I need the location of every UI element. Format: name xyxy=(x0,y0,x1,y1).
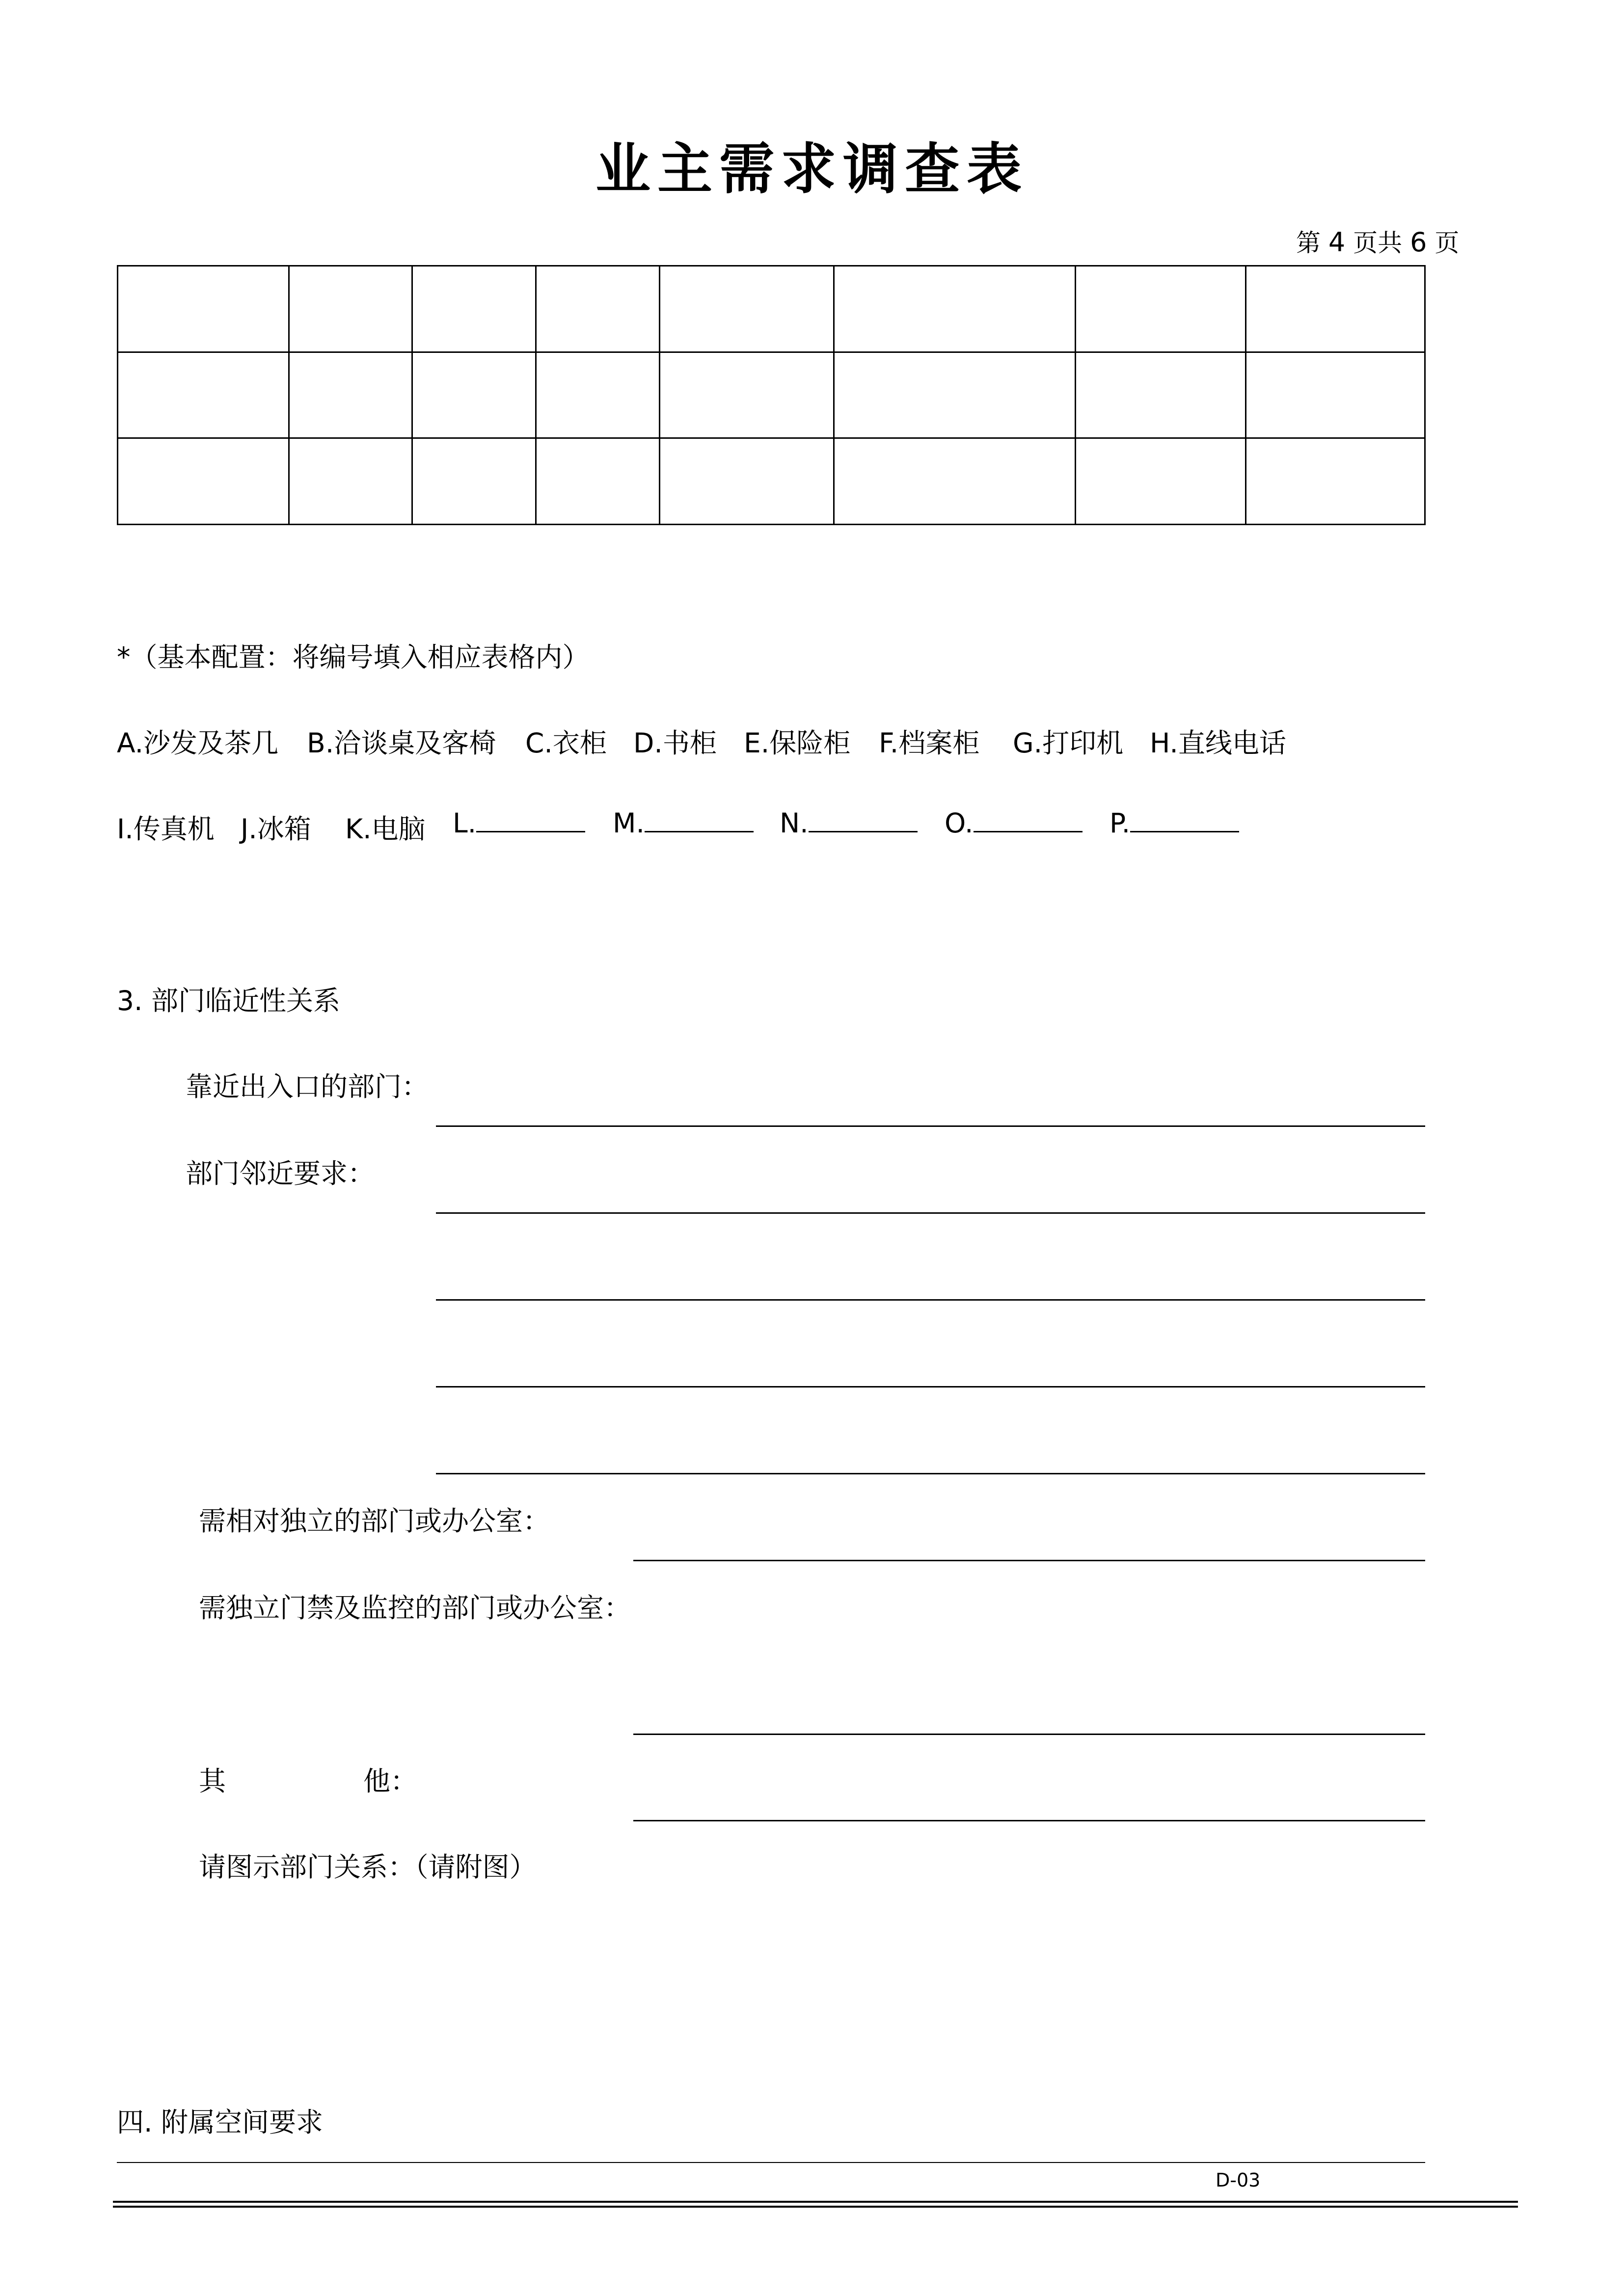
table-cell[interactable] xyxy=(536,352,660,438)
page-indicator xyxy=(1296,223,1459,259)
table-cell[interactable] xyxy=(1246,266,1425,352)
option-m-label: M. xyxy=(613,807,645,839)
other-label-a: 其 xyxy=(199,1765,226,1797)
other-line[interactable] xyxy=(633,1820,1425,1821)
near-entrance-label: 靠近出入口的部门： xyxy=(186,1071,429,1102)
option-d: D.书柜 xyxy=(633,727,717,759)
table-cell[interactable] xyxy=(118,266,289,352)
footer-code: D-03 xyxy=(1216,2169,1261,2191)
option-c: C.衣柜 xyxy=(525,727,607,759)
table-cell[interactable] xyxy=(659,352,834,438)
page-suffix: 页 xyxy=(1435,229,1460,257)
table-row xyxy=(118,266,1425,352)
option-l-blank[interactable] xyxy=(476,807,585,832)
footer-rule xyxy=(117,2162,1425,2163)
option-o-label: O. xyxy=(945,807,974,839)
table-cell[interactable] xyxy=(1075,352,1246,438)
option-l-label: L. xyxy=(453,807,477,839)
independent-label: 需相对独立的部门或办公室： xyxy=(199,1505,550,1537)
table-cell[interactable] xyxy=(834,438,1075,525)
table-cell[interactable] xyxy=(412,352,536,438)
table-cell[interactable] xyxy=(289,352,412,438)
other-label-b: 他： xyxy=(363,1765,418,1797)
table-cell[interactable] xyxy=(412,438,536,525)
table-cell[interactable] xyxy=(289,266,412,352)
option-b: B.洽谈桌及客椅 xyxy=(307,727,496,759)
option-m xyxy=(613,807,754,839)
section-4-heading: 四. 附属空间要求 xyxy=(117,2107,323,2138)
option-j: J.冰箱 xyxy=(241,813,311,845)
table-cell[interactable] xyxy=(1246,352,1425,438)
option-n-blank[interactable] xyxy=(809,807,918,832)
adjacency-line-2[interactable] xyxy=(436,1299,1425,1301)
table-cell[interactable] xyxy=(1075,266,1246,352)
option-n-label: N. xyxy=(780,807,809,839)
option-n xyxy=(780,807,918,839)
option-p xyxy=(1110,807,1239,839)
page-middle: 页共 xyxy=(1353,229,1403,257)
independent-line[interactable] xyxy=(633,1560,1425,1561)
table-cell[interactable] xyxy=(659,266,834,352)
table-cell[interactable] xyxy=(118,438,289,525)
diagram-label: 请图示部门关系：（请附图） xyxy=(199,1851,537,1883)
option-p-label: P. xyxy=(1110,807,1131,839)
page-title: 业主需求调查表 xyxy=(595,137,1029,201)
option-p-blank[interactable] xyxy=(1130,807,1239,832)
table-cell[interactable] xyxy=(118,352,289,438)
adjacency-label: 部门邻近要求： xyxy=(186,1158,375,1189)
total-pages: 6 xyxy=(1410,227,1427,258)
table-cell[interactable] xyxy=(1246,438,1425,525)
table-cell[interactable] xyxy=(834,352,1075,438)
table-cell[interactable] xyxy=(659,438,834,525)
table-cell[interactable] xyxy=(536,266,660,352)
option-l xyxy=(453,807,585,839)
table-cell[interactable] xyxy=(834,266,1075,352)
option-o-blank[interactable] xyxy=(974,807,1083,832)
option-i: I.传真机 xyxy=(117,813,215,845)
table-cell[interactable] xyxy=(289,438,412,525)
option-o xyxy=(945,807,1083,839)
table-cell[interactable] xyxy=(1075,438,1246,525)
table-cell[interactable] xyxy=(536,438,660,525)
option-m-blank[interactable] xyxy=(645,807,754,832)
bottom-rule-2 xyxy=(113,2206,1518,2208)
access-control-label: 需独立门禁及监控的部门或办公室： xyxy=(199,1592,631,1624)
page-prefix: 第 xyxy=(1296,229,1321,257)
table-row xyxy=(118,352,1425,438)
adjacency-line-4[interactable] xyxy=(436,1473,1425,1474)
option-e: E.保险柜 xyxy=(744,727,851,759)
config-table xyxy=(117,265,1426,525)
bottom-rule-1 xyxy=(113,2201,1518,2203)
option-g: G.打印机 xyxy=(1013,727,1124,759)
option-h: H.直线电话 xyxy=(1150,727,1286,759)
current-page: 4 xyxy=(1328,227,1346,258)
adjacency-line-3[interactable] xyxy=(436,1386,1425,1388)
table-row xyxy=(118,438,1425,525)
config-note: *（基本配置：将编号填入相应表格内） xyxy=(117,641,590,673)
option-a: A.沙发及茶几 xyxy=(117,727,279,759)
near-entrance-line[interactable] xyxy=(436,1125,1425,1127)
option-k: K.电脑 xyxy=(345,813,426,845)
adjacency-line-1[interactable] xyxy=(436,1212,1425,1214)
access-control-line[interactable] xyxy=(633,1734,1425,1735)
table-cell[interactable] xyxy=(412,266,536,352)
option-f: F.档案柜 xyxy=(879,727,980,759)
section-3-heading: 3. 部门临近性关系 xyxy=(117,985,340,1016)
